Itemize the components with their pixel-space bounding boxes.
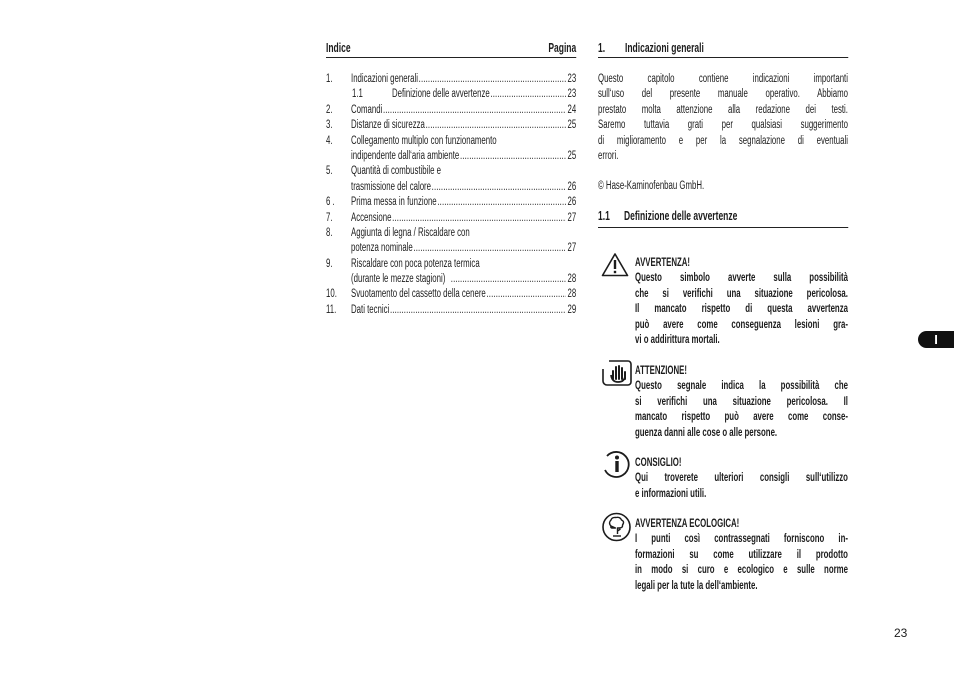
section-general	[598, 41, 848, 228]
subsection-title: Definizione delle avvertenze	[623, 208, 738, 223]
toc-entry-continuation[interactable]	[326, 180, 576, 195]
subsection-number: 1.1	[598, 208, 610, 223]
notice-line: formazioni su come utilizzare il prodotto	[635, 548, 848, 561]
page-number: 23	[894, 626, 908, 640]
toc-title: Indice	[326, 41, 351, 55]
toc-entry[interactable]	[326, 87, 576, 102]
toc-entry[interactable]	[326, 134, 576, 149]
toc-entry-text: Indicazioni generali	[351, 73, 418, 85]
toc-entry[interactable]	[326, 72, 576, 87]
toc-entry[interactable]	[326, 164, 576, 179]
toc-indent	[326, 87, 352, 102]
toc-leader	[390, 303, 566, 318]
toc-entry-text: Distanze di sicurezza	[351, 119, 425, 132]
notice-attention	[635, 364, 848, 441]
section-title: Indicazioni generali	[624, 41, 704, 55]
toc-entry-number: 5.	[326, 165, 333, 178]
toc-list	[326, 72, 576, 318]
notice-line: Il mancato rispetto di questa avvertenza	[635, 303, 848, 316]
toc-entry-number: 3.	[326, 119, 333, 132]
toc-entry-number: 11.	[326, 303, 337, 316]
section-heading	[598, 41, 848, 58]
toc-entry-number: 1.1	[351, 88, 363, 101]
notice-line: legali per la tute la dell‘ambiente.	[635, 579, 758, 592]
toc-entry[interactable]	[326, 257, 576, 272]
notice-title: AVVERTENZA!	[635, 257, 691, 269]
toc-entry-text: Quantità di combustibile e	[351, 165, 442, 178]
toc-entry-text: Dati tecnici	[351, 303, 390, 316]
notice-line: in modo si curo e ecologico e sulle norme	[635, 564, 848, 577]
info-icon	[601, 450, 632, 478]
toc-entry-text: potenza nominale	[351, 242, 413, 255]
toc-header-spacer	[351, 41, 549, 57]
toc-entry-page: 28	[567, 273, 577, 286]
table-of-contents	[326, 41, 576, 318]
toc-entry-text: Definizione delle avvertenze	[391, 88, 490, 101]
toc-entry-page: 29	[567, 303, 577, 316]
notice-ecological	[635, 517, 848, 594]
notice-line: si verifichi una situazione pericolosa. Il	[635, 395, 848, 408]
notice-line: Questo segnale indica la possibilità che	[635, 380, 848, 393]
copyright: © Hase-Kaminofenbau GmbH.	[598, 180, 705, 193]
toc-entry-text: indipendente dall‘aria ambiente	[351, 149, 460, 162]
section-intro	[598, 72, 848, 164]
toc-entry-continuation[interactable]	[326, 272, 576, 287]
toc-entry-page: 27	[567, 242, 577, 255]
toc-entry-number-blank	[326, 180, 351, 195]
toc-leader	[392, 211, 566, 226]
notice-line: che si verifichi una situazione pericolosa.	[635, 287, 848, 300]
toc-entry-number: 4.	[326, 134, 333, 147]
warning-triangle-icon	[601, 252, 629, 277]
toc-leader	[426, 118, 567, 133]
notice-line: Questo simbolo avverte sulla possibilità	[635, 272, 848, 285]
toc-entry[interactable]	[326, 195, 576, 210]
notice-title: AVVERTENZA ECOLOGICA!	[635, 518, 740, 530]
toc-leader	[432, 180, 567, 195]
subsection-heading	[598, 209, 848, 228]
notice-title: CONSIGLIO!	[635, 457, 682, 469]
toc-entry-number: 9.	[326, 257, 333, 270]
toc-entry-page: 25	[567, 149, 577, 162]
eco-tree-icon	[601, 512, 632, 542]
toc-entry-continuation[interactable]	[326, 149, 576, 164]
toc-entry-text: trasmissione del calore	[351, 180, 431, 193]
toc-entry[interactable]	[326, 287, 576, 302]
notice-line: può avere come conseguenza lesioni gra-	[635, 318, 848, 331]
toc-leader	[413, 241, 566, 256]
toc-entry-text: Collegamento multiplo con funzionamento	[351, 134, 497, 147]
language-tab[interactable]: I	[918, 331, 954, 348]
notice-line: guenza danni alle cose o alle persone.	[635, 426, 778, 439]
toc-entry-number-blank	[326, 272, 351, 287]
intro-line: errori.	[598, 150, 619, 163]
intro-line: prestato molta attenzione alla redazione dei testi.	[598, 103, 848, 116]
toc-entry-text: Svuotamento del cassetto della cenere	[351, 288, 486, 301]
toc-leader	[383, 103, 566, 118]
toc-entry-number: 2.	[326, 103, 333, 116]
toc-entry-text: Comandi	[351, 103, 383, 116]
notice-line: e informazioni utili.	[635, 487, 707, 500]
notice-title: ATTENZIONE!	[635, 365, 687, 377]
toc-leader	[490, 87, 566, 102]
toc-leader	[460, 149, 566, 164]
toc-entry[interactable]	[326, 103, 576, 118]
intro-line: Questo capitolo contiene indicazioni importanti	[598, 73, 848, 85]
toc-entry-number: 1.	[326, 73, 333, 85]
toc-header	[326, 41, 576, 58]
toc-entry-number-blank	[326, 241, 351, 256]
toc-leader	[419, 72, 567, 87]
toc-entry-page: 26	[567, 180, 577, 193]
intro-line: Saremo tuttavia grati per qualsiasi suggerimento	[598, 119, 848, 132]
toc-entry-number: 7.	[326, 211, 333, 224]
toc-entry-text: Riscaldare con poca potenza termica	[351, 257, 480, 270]
notice-warning	[635, 256, 848, 348]
toc-entry-page: 28	[567, 288, 577, 301]
toc-leader	[486, 287, 566, 302]
toc-entry-number: 6 .	[326, 196, 335, 209]
intro-line: di miglioramento e per la segnalazione di eventuali	[598, 134, 848, 147]
toc-entry-text: Prima messa in funzione	[351, 196, 437, 209]
toc-entry[interactable]	[326, 211, 576, 226]
toc-entry-text: Aggiunta di legna / Riscaldare con	[351, 226, 470, 239]
toc-entry-number-blank	[326, 149, 351, 164]
toc-entry-text: (durante le mezze stagioni)	[351, 273, 446, 286]
toc-entry-page: 27	[567, 211, 577, 224]
toc-entry[interactable]	[326, 118, 576, 133]
toc-entry[interactable]	[326, 226, 576, 241]
toc-leader	[451, 272, 566, 287]
section-number: 1.	[598, 41, 606, 55]
toc-entry-continuation[interactable]	[326, 241, 576, 256]
toc-page-header: Pagina	[548, 41, 577, 55]
toc-entry-page: 24	[567, 103, 577, 116]
toc-entry-page: 23	[567, 88, 577, 101]
toc-leader	[437, 195, 566, 210]
toc-entry-number: 8.	[326, 226, 333, 239]
intro-line: sull‘uso del presente manuale operativo. Abbiamo	[598, 88, 848, 101]
notice-tip	[635, 456, 848, 502]
notice-line: mancato rispetto può avere come conse-	[635, 411, 848, 424]
toc-entry-page: 25	[567, 119, 577, 132]
attention-hand-icon	[601, 359, 632, 387]
toc-entry-page: 23	[567, 73, 577, 85]
toc-entry-page: 26	[567, 196, 577, 209]
notice-line: vi o addirittura mortali.	[635, 334, 720, 347]
notice-line: I punti così contrassegnati forniscono in-	[635, 533, 848, 546]
toc-entry-text: Accensione	[351, 211, 392, 224]
toc-entry[interactable]	[326, 303, 576, 318]
toc-entry-number: 10.	[326, 288, 337, 301]
notice-line: Qui troverete ulteriori consigli sull‘utilizzo	[635, 472, 848, 485]
